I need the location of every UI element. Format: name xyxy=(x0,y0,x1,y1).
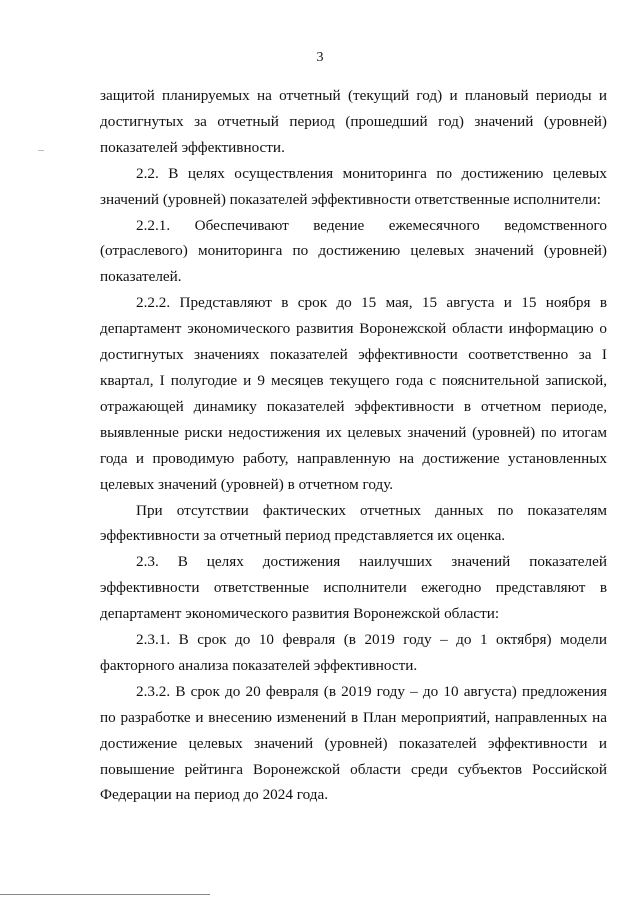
page-number: 3 xyxy=(316,50,324,65)
paragraph-estimate: При отсутствии фактических отчетных данных по показателям эффективности за отчетный период представляется их оценка. xyxy=(100,501,607,545)
footer-rule xyxy=(0,894,210,895)
paragraph-2-2: 2.2. В целях осуществления мониторинга по достижению целевых значений (уровней) показателей эффективности ответственные исполнители: xyxy=(100,164,607,208)
paragraph-2-2-2: 2.2.2. Представляют в срок до 15 мая, 15 августа и 15 ноября в департамент экономического развития Воронежской области информацию о достигнутых значениях показателей эффективности соответственно за I квартал, I полугодие и 9 месяцев текущего года с пояснительной запиской, отражающей динамику показателей эффективности в отчетном периоде, выявленные риски недостижения их целевых значений (уровней) по итогам года и проводимую работу, направленную на достижение установленных целевых значений (уровней) в отчетном году. xyxy=(100,294,607,493)
document-body xyxy=(100,83,607,808)
paragraph-2-3-2: 2.3.2. В срок до 20 февраля (в 2019 году – до 10 августа) предложения по разработке и внесению изменений в План мероприятий, направленных на достижение целевых значений (уровней) показателей эффективности и повышение рейтинга Воронежской области среди субъектов Российской Федерации на период до 2024 года. xyxy=(100,682,607,804)
paragraph-2-3: 2.3. В целях достижения наилучших значений показателей эффективности ответственные исполнители ежегодно представляют в департамент экономического развития Воронежской области: xyxy=(100,553,607,623)
paragraph-2-3-1: 2.3.1. В срок до 10 февраля (в 2019 году – до 1 октября) модели факторного анализа показателей эффективности. xyxy=(100,631,607,674)
paragraph-2-2-1: 2.2.1. Обеспечивают ведение ежемесячного ведомственного (отраслевого) мониторинга по достижению целевых значений (уровней) показателей. xyxy=(100,216,607,286)
paragraph-continuation: защитой планируемых на отчетный (текущий год) и плановый периоды и достигнутых за отчетный период (прошедший год) значений (уровней) показателей эффективности. xyxy=(100,87,607,156)
margin-mark xyxy=(38,150,44,151)
